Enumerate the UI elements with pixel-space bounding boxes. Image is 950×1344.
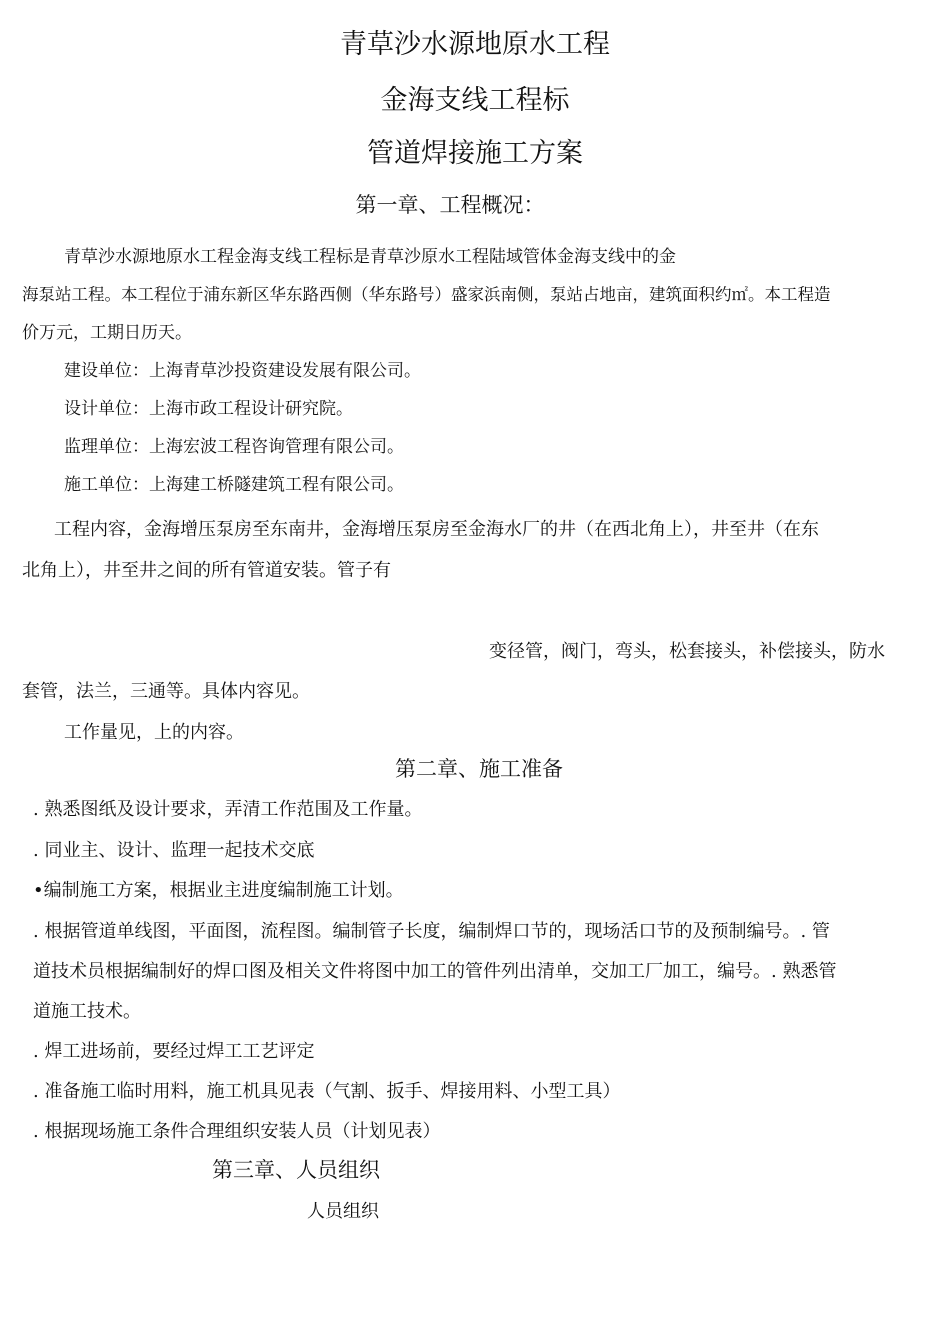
intro-line-2: 海泵站工程。本工程位于浦东新区华东路西侧（华东路号）盛家浜南侧，泵站占地亩，建筑面积约㎡。本工程造: [22, 285, 831, 304]
intro-line-3: 价万元，工期日历天。: [22, 323, 192, 343]
workload-line: 工作量见，上的内容。: [64, 722, 244, 743]
chapter-3-heading: 第三章、人员组织: [212, 1158, 380, 1182]
chapter-3-subheading: 人员组织: [307, 1201, 379, 1222]
content-line-4: 套管，法兰，三通等。具体内容见。: [22, 681, 310, 702]
doc-title-line-3: 管道焊接施工方案: [367, 138, 583, 169]
contractor-unit: 施工单位：上海建工桥隧建筑工程有限公司。: [64, 475, 404, 495]
prep-item-4-line-3: 道施工技术。: [33, 1001, 141, 1022]
prep-item-7: . 根据现场施工条件合理组织安装人员（计划见表）: [33, 1121, 441, 1142]
content-line-2: 北角上），井至井之间的所有管道安装。管子有: [22, 560, 391, 581]
supervision-unit: 监理单位：上海宏波工程咨询管理有限公司。: [64, 437, 404, 457]
prep-item-6: . 准备施工临时用料，施工机具见表（气割、扳手、焊接用料、小型工具）: [33, 1081, 621, 1102]
prep-item-3: •编制施工方案，根据业主进度编制施工计划。: [33, 880, 404, 901]
construction-unit: 建设单位：上海青草沙投资建设发展有限公司。: [64, 361, 421, 381]
content-line-1: 工程内容，金海增压泵房至东南井，金海增压泵房至金海水厂的井（在西北角上），井至井（在东: [54, 519, 819, 540]
doc-title-line-2: 金海支线工程标: [380, 85, 570, 116]
chapter-2-heading: 第二章、施工准备: [395, 757, 563, 781]
design-unit: 设计单位：上海市政工程设计研究院。: [64, 399, 353, 419]
chapter-1-heading: 第一章、工程概况：: [355, 193, 545, 217]
prep-item-4-line-2: 道技术员根据编制好的焊口图及相关文件将图中加工的管件列出清单，交加工厂加工，编号。. 熟悉管: [33, 961, 837, 982]
prep-item-4-line-1: . 根据管道单线图，平面图，流程图。编制管子长度，编制焊口节的，现场活口节的及预制编号。. 管: [33, 921, 830, 942]
prep-item-2: . 同业主、设计、监理一起技术交底: [33, 840, 315, 861]
prep-item-1: . 熟悉图纸及设计要求，弄清工作范围及工作量。: [33, 799, 423, 820]
prep-item-5: . 焊工进场前，要经过焊工工艺评定: [33, 1041, 315, 1062]
intro-line-1: 青草沙水源地原水工程金海支线工程标是青草沙原水工程陆域管体金海支线中的金: [64, 247, 676, 267]
doc-title-line-1: 青草沙水源地原水工程: [340, 29, 610, 60]
content-line-3: 变径管，阀门，弯头，松套接头，补偿接头，防水: [489, 641, 885, 662]
